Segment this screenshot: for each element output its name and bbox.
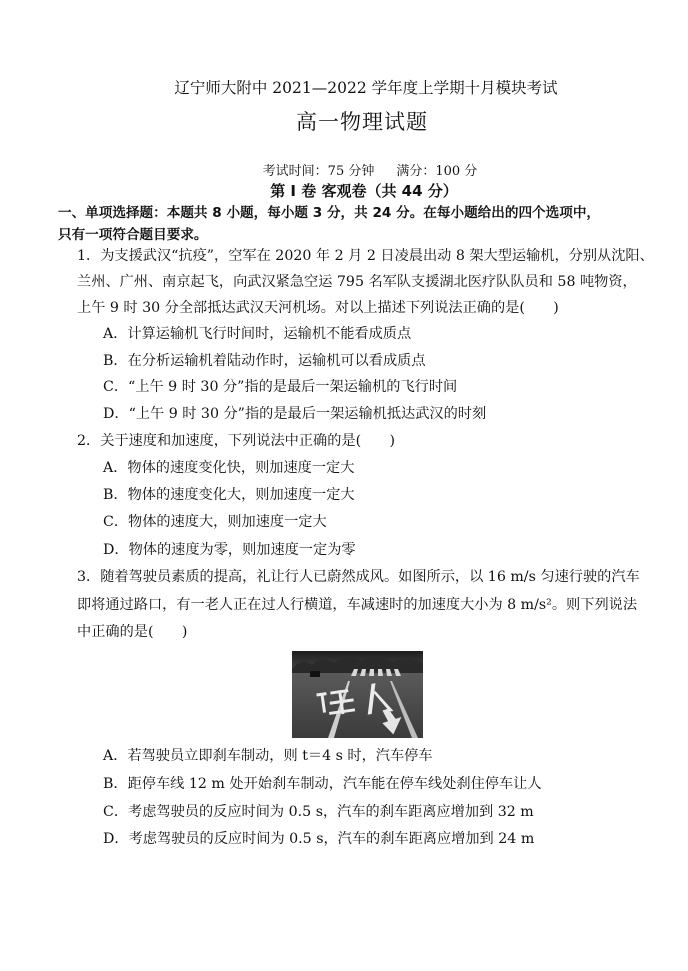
q3-option-c: C．考虑驾驶员的反应时间为 0.5 s，汽车的刹车距离应增加到 32 m	[103, 804, 534, 820]
exam-time: 考试时间：75 分钟	[262, 164, 375, 179]
exam-title: 高一物理试题	[296, 110, 428, 134]
q1-option-c: C．“上午 9 时 30 分”指的是最后一架运输机的飞行时间	[103, 379, 458, 395]
section-title: 第 I 卷 客观卷（共 44 分）	[270, 182, 458, 200]
q2-option-d: D．物体的速度为零，则加速度一定为零	[103, 542, 356, 558]
q2-stem: 2．关于速度和加速度，下列说法中正确的是( )	[77, 433, 396, 449]
exam-score: 满分：100 分	[396, 164, 478, 179]
q2-option-b: B．物体的速度变化大，则加速度一定大	[103, 487, 355, 503]
q3-stem-line3: 中正确的是( )	[77, 624, 188, 640]
q1-option-b: B．在分析运输机着陆动作时，运输机可以看成质点	[103, 353, 426, 369]
q1-option-d: D．“上午 9 时 30 分”指的是最后一架运输机抵达武汉的时刻	[103, 406, 487, 422]
q1-option-a: A．计算运输机飞行时间时，运输机不能看成质点	[103, 326, 412, 342]
section-instruction-2: 只有一项符合题目要求。	[58, 227, 208, 243]
road-crosswalk-photo	[292, 651, 423, 738]
q3-stem-line2: 即将通过路口，有一老人正在过人行横道，车减速时的加速度大小为 8 m/s²。则下列说法	[77, 597, 638, 613]
exam-meta	[0, 162, 688, 182]
school-header: 辽宁师大附中 2021—2022 学年度上学期十月模块考试	[174, 79, 558, 97]
section-instruction-1: 一、单项选择题：本题共 8 小题，每小题 3 分，共 24 分。在每小题给出的四个选项中，	[58, 205, 601, 221]
q3-option-b: B．距停车线 12 m 处开始刹车制动，汽车能在停车线处刹住停车让人	[103, 776, 542, 792]
q1-stem-line2: 兰州、广州、南京起飞，向武汉紧急空运 795 名军队支援湖北医疗队队员和 58 吨物资，	[77, 274, 637, 290]
q2-option-c: C．物体的速度大，则加速度一定大	[103, 514, 327, 530]
q1-stem-line3: 上午 9 时 30 分全部抵达武汉天河机场。对以上描述下列说法正确的是( )	[77, 300, 559, 316]
q2-option-a: A．物体的速度变化快，则加速度一定大	[103, 460, 355, 476]
road-photo-drawing	[292, 651, 423, 738]
q1-stem-line1: 1．为支援武汉“抗疫”，空军在 2020 年 2 月 2 日凌晨出动 8 架大型运输机，分别从沈阳、	[77, 248, 654, 264]
q3-stem-line1: 3．随着驾驶员素质的提高，礼让行人已蔚然成风。如图所示，以 16 m/s 匀速行驶的汽车	[77, 569, 640, 585]
q3-option-a: A．若驾驶员立即刹车制动，则 t＝4 s 时，汽车停车	[103, 748, 433, 764]
q3-option-d: D．考虑驾驶员的反应时间为 0.5 s，汽车的刹车距离应增加到 24 m	[103, 831, 535, 847]
